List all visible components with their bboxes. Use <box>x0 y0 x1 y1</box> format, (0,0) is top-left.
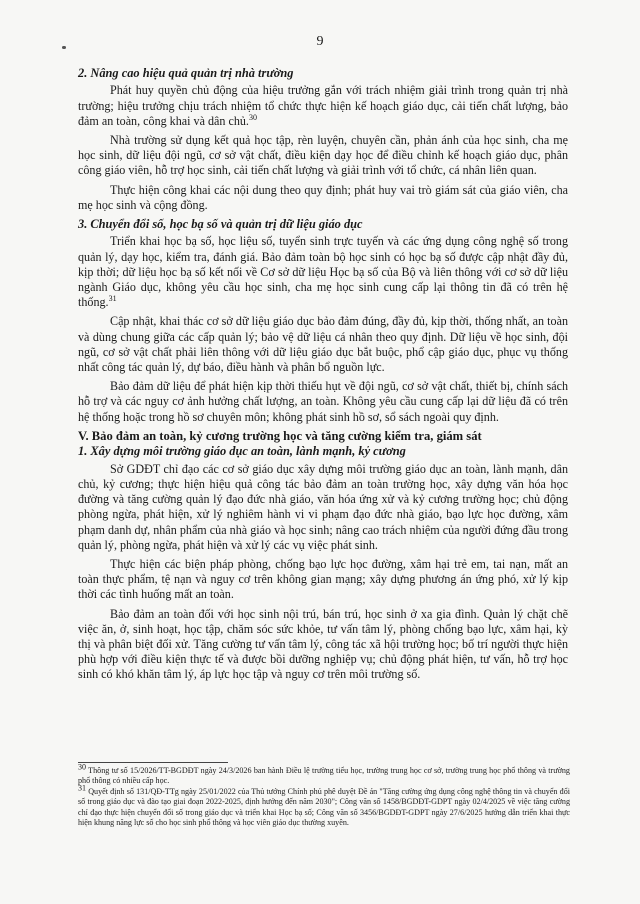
footnote: $^{31}$ Quyết định số 131/QĐ-TTg ngày 25/01/2022 của Thủ tướng Chính phủ phê duyệt Đề án "Tăng cường ứng dụng công nghệ thông tin và chuyển đổi số trong giáo dục và đào tạo giai đoạn 2022-2025, định hướng đến năm 2030"; Công văn số 1458/BGDĐT-GDPT ngày 02/4/2025 về việc tăng cường chỉ đạo thực hiện chuyển đổi số trong giáo dục và triển khai Học bạ số; Công văn số 3456/BGDĐT-GDPT ngày 27/6/2025 hướng dẫn triển khai thực hiện khung năng lực số cho học sinh phổ thông và học viên giáo dục thường xuyên. <box>78 783 570 828</box>
page-body <box>78 66 568 687</box>
footnote-divider <box>78 762 228 763</box>
paragraph: Nhà trường sử dụng kết quả học tập, rèn luyện, chuyên cần, phản ánh của học sinh, cha mẹ học sinh, dữ liệu đội ngũ, cơ sở vật chất, điều kiện dạy học để điều chỉnh kế hoạch giáo dục, phân công giáo viên, hỗ trợ học sinh, cải tiến chất lượng và giải trình với tổ chức, cá nhân liên quan. <box>78 133 568 178</box>
footnote-ref[interactable]: 30 <box>248 112 257 122</box>
footnotes <box>78 762 570 828</box>
subsection-heading-1: 1. Xây dựng môi trường giáo dục an toàn, lành mạnh, kỷ cương <box>78 444 406 459</box>
part-heading-v: V. Bảo đảm an toàn, kỷ cương trường học và tăng cường kiểm tra, giám sát <box>78 428 482 443</box>
paragraph: Bảo đảm an toàn đối với học sinh nội trú, bán trú, học sinh ở xa gia đình. Quản lý chặt chẽ việc ăn, ở, sinh hoạt, học tập, chăm sóc sức khỏe, tư vấn tâm lý, phòng chống bạo lực, xâm hại, kỳ thị và phân biệt đối xử. Tăng cường tư vấn tâm lý, công tác xã hội trường học; bố trí người thực hiện phù hợp với điều kiện thực tế và được bồi dưỡng nghiệp vụ; chủ động phát hiện, tư vấn, hỗ trợ học sinh có khó khăn tâm lý, áp lực học tập và nguy cơ trên môi trường số. <box>78 606 568 682</box>
paragraph: Bảo đảm dữ liệu để phát hiện kịp thời thiếu hụt về đội ngũ, cơ sở vật chất, thiết bị, chính sách hỗ trợ và các nguy cơ ảnh hưởng chất lượng, an toàn. Không yêu cầu cung cấp lại dữ liệu đã có trên hệ thống hoặc trong hồ sơ chuyên môn; không phát sinh hồ sơ, sổ sách ngoài quy định. <box>78 379 568 424</box>
section-heading-3: 3. Chuyển đổi số, học bạ số và quản trị dữ liệu giáo dục <box>78 217 363 232</box>
paragraph: Sở GDĐT chỉ đạo các cơ sở giáo dục xây dựng môi trường giáo dục an toàn, lành mạnh, dân chủ, kỷ cương; thực hiện hiệu quả công tác bảo đảm an toàn trường học, xây dựng văn hóa học đường và tăng cường quản lý đạo đức nhà giáo, văn hóa ứng xử và kỷ cương trường học; chủ động phòng ngừa, phát hiện, xử lý nghiêm hành vi vi phạm đạo đức nhà giáo, bạo lực học đường, xâm phạm danh dự, nhân phẩm của nhà giáo và học sinh; nâng cao trách nhiệm của người đứng đầu trong quản lý, phòng ngừa, phát hiện và xử lý các vụ việc phát sinh. <box>78 461 568 552</box>
paragraph: Thực hiện các biện pháp phòng, chống bạo lực học đường, xâm hại trẻ em, tai nạn, mất an toàn thực phẩm, tệ nạn và nguy cơ trên không gian mạng; xây dựng phương án ứng phó, xử lý kịp thời các tình huống mất an toàn. <box>78 556 568 602</box>
paragraph: Thực hiện công khai các nội dung theo quy định; phát huy vai trò giám sát của giáo viên, cha mẹ học sinh và cộng đồng. <box>78 182 568 212</box>
paragraph: Phát huy quyền chủ động của hiệu trưởng gắn với trách nhiệm giải trình trong quản trị nhà trường; hiệu trưởng chịu trách nhiệm tổ chức thực hiện kế hoạch giáo dục, cải tiến chất lượng, bảo đảm an toàn, công khai và dân chủ.$^{30}$ <box>78 83 568 128</box>
footnote-ref[interactable]: 31 <box>108 294 117 304</box>
section-heading-2: 2. Nâng cao hiệu quả quản trị nhà trường <box>78 66 294 80</box>
paragraph: Triển khai học bạ số, học liệu số, tuyển sinh trực tuyến và các ứng dụng công nghệ số trong quản lý, dạy học, kiểm tra, đánh giá. Bảo đảm toàn bộ học sinh có học bạ số được cập nhật đầy đủ, kịp thời; dữ liệu học bạ số kết nối về Cơ sở dữ liệu Học bạ số của Bộ và liên thông với cơ sở dữ liệu ngành Giáo dục, không yêu cầu học sinh, cha mẹ học sinh cung cấp lại thông tin đã có trên hệ thống.$^{31}$ <box>78 234 568 310</box>
footnote: $^{30}$ Thông tư số 15/2026/TT-BGDĐT ngày 24/3/2026 ban hành Điều lệ trường tiểu học, trường trung học cơ sở, trường trung học phổ thông và trường phổ thông có nhiều cấp học. <box>78 762 570 786</box>
page-number: 9 <box>316 34 324 49</box>
paragraph: Cập nhật, khai thác cơ sở dữ liệu giáo dục bảo đảm đúng, đầy đủ, kịp thời, thống nhất, an toàn và dùng chung giữa các cấp quản lý; bảo vệ dữ liệu cá nhân theo quy định. Dữ liệu về học sinh, đội ngũ, cơ sở vật chất phải liên thông với dữ liệu giáo dục bắt buộc, phổ cập giáo dục, phục vụ thống nhất công tác quản lý, dự báo, điều hành và phân bổ nguồn lực. <box>78 314 568 375</box>
